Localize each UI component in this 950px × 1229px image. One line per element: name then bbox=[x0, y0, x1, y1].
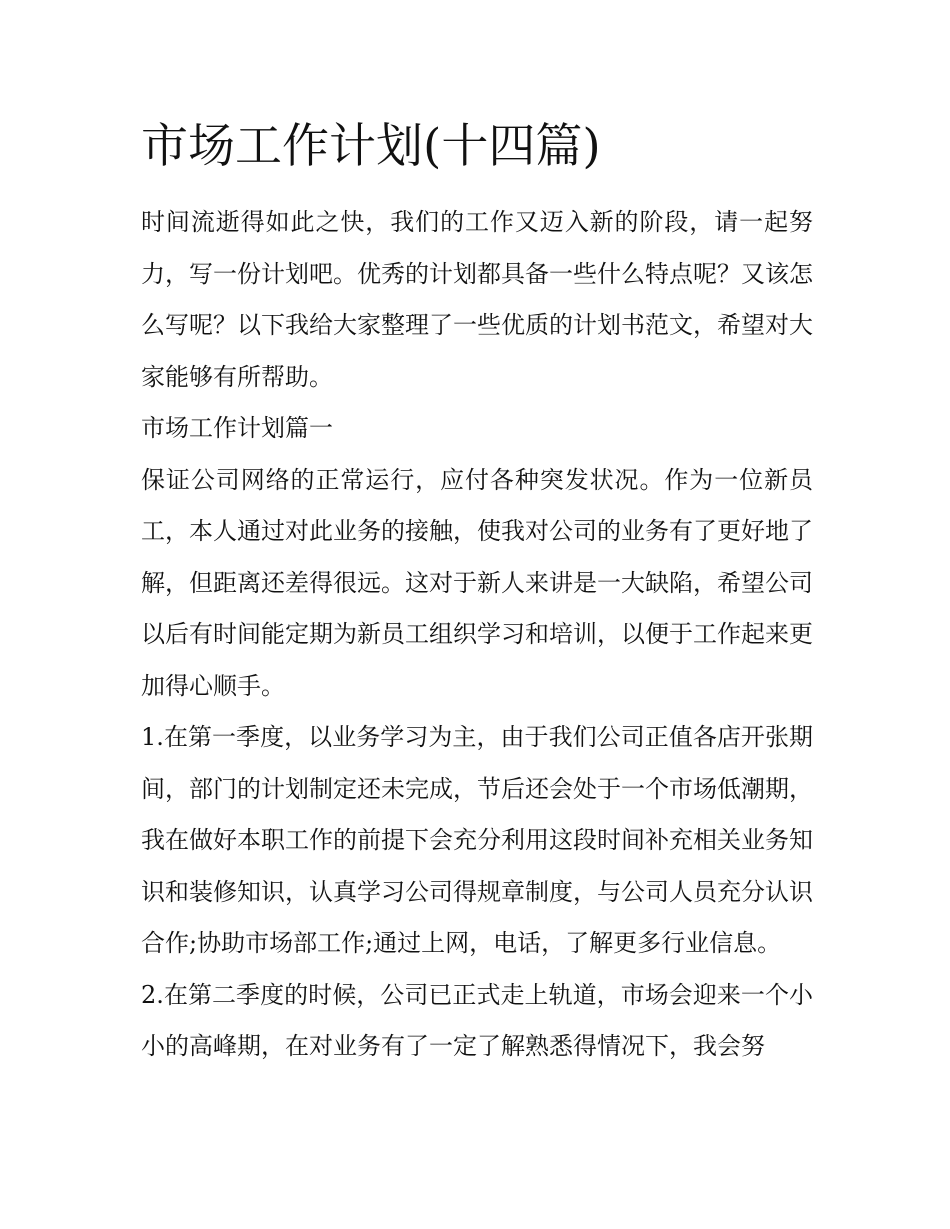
list-item-1: 1.在第一季度，以业务学习为主，由于我们公司正值各店开张期间，部门的计划制定还未完成，节后还会处于一个市场低潮期，我在做好本职工作的前提下会充分利用这段时间补充相关业务知识和装修知识，认真学习公司得规章制度，与公司人员充分认识合作;协助市场部工作;通过上网，电话，了解更多行业信息。 bbox=[141, 723, 813, 957]
body-paragraph: 保证公司网络的正常运行，应付各种突发状况。作为一位新员工，本人通过对此业务的接触，使我对公司的业务有了更好地了解，但距离还差得很远。这对于新人来讲是一大缺陷，希望公司以后有时间能定期为新员工组织学习和培训，以便于工作起来更加得心顺手。 bbox=[141, 465, 813, 700]
document-title: 市场工作计划(十四篇) bbox=[141, 119, 601, 174]
document-body bbox=[141, 197, 813, 1073]
intro-paragraph: 时间流逝得如此之快，我们的工作又迈入新的阶段，请一起努力，写一份计划吧。优秀的计划都具备一些什么特点呢？又该怎么写呢？以下我给大家整理了一些优质的计划书范文，希望对大家能够有所帮助。 bbox=[141, 208, 813, 391]
list-item-2: 2.在第二季度的时候，公司已正式走上轨道，市场会迎来一个小小的高峰期，在对业务有了一定了解熟悉得情况下，我会努 bbox=[141, 980, 813, 1060]
section-heading: 市场工作计划篇一 bbox=[141, 414, 333, 442]
